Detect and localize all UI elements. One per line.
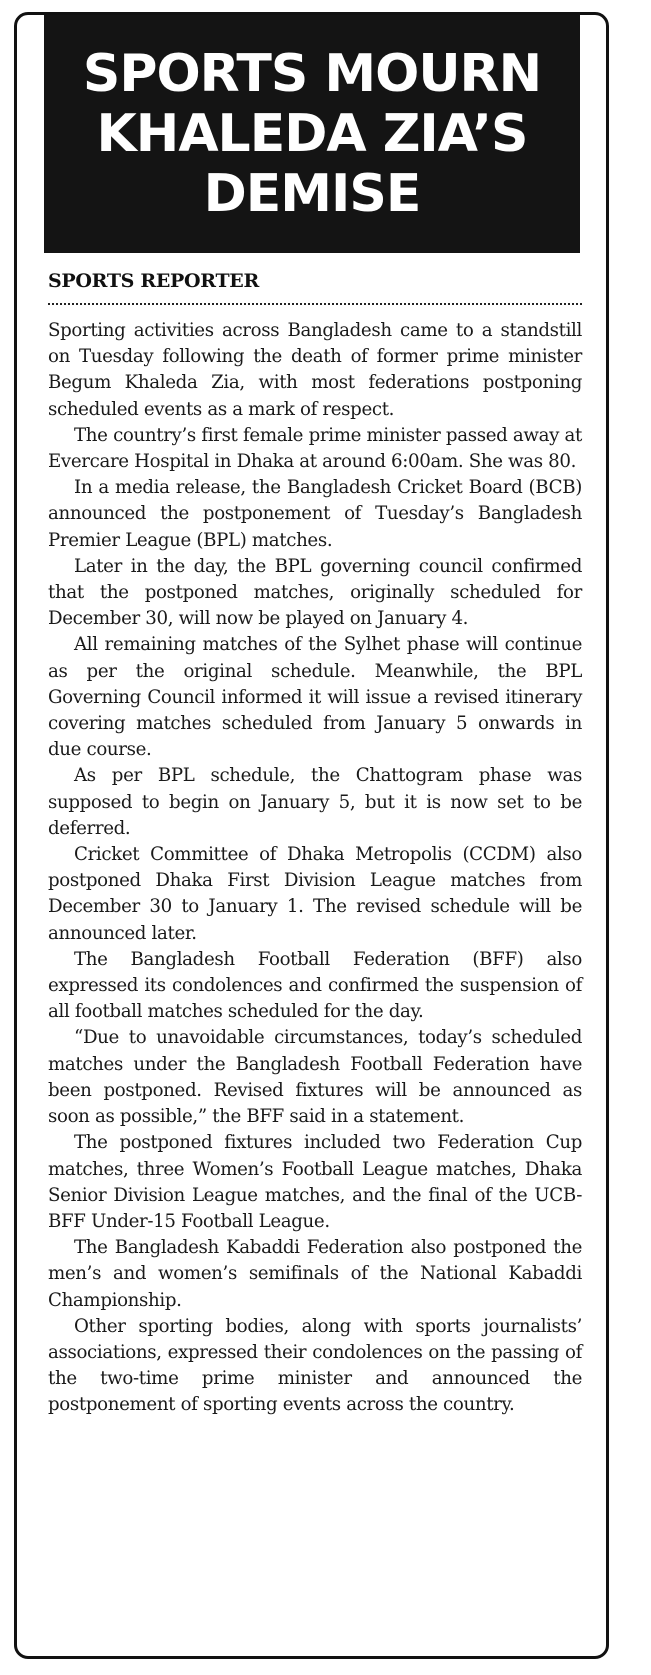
paragraph: As per BPL schedule, the Chattogram phase was supposed to begin on January 5, but it is now set to be deferred. <box>48 765 582 839</box>
paragraph: Cricket Committee of Dhaka Metropolis (CCDM) also postponed Dhaka First Division League matches from December 30 to January 1. The revised schedule will be announced later. <box>48 844 582 944</box>
paragraph: Other sporting bodies, along with sports journalists’ associations, expressed their condolences on the passing of the two-time prime minister and announced the postponement of sporting events across the country. <box>48 1315 582 1416</box>
dotted-divider <box>48 303 582 305</box>
paragraph: The postponed fixtures included two Federation Cup matches, three Women’s Football League matches, Dhaka Senior Division League matches, and the final of the UCB-BFF Under-15 Football League. <box>48 1132 582 1232</box>
headline-banner <box>44 15 580 253</box>
paragraph: “Due to unavoidable circumstances, today’s scheduled matches under the Bangladesh Football Federation have been postponed. Revised fixtures will be announced as soon as possible,” the BFF said in a statement. <box>48 1027 582 1128</box>
article-body <box>48 318 582 1419</box>
article-frame <box>14 12 609 1659</box>
paragraph: The country’s first female prime minister passed away at Evercare Hospital in Dhaka at around 6:00am. She was 80. <box>48 424 582 473</box>
paragraph: The Bangladesh Kabaddi Federation also postponed the men’s and women’s semifinals of the National Kabaddi Championship. <box>48 1237 582 1311</box>
paragraph: The Bangladesh Football Federation (BFF) also expressed its condolences and confirmed the suspension of all football matches scheduled for the day. <box>48 948 582 1023</box>
paragraph: Later in the day, the BPL governing council confirmed that the postponed matches, originally scheduled for December 30, will now be played on January 4. <box>48 555 582 630</box>
paragraph: In a media release, the Bangladesh Cricket Board (BCB) announced the postponement of Tuesday’s Bangladesh Premier League (BPL) matches. <box>48 477 582 551</box>
paragraph: Sporting activities across Bangladesh came to a standstill on Tuesday following the death of former prime minister Begum Khaleda Zia, with most federations postponing scheduled events as a mark of respect. <box>48 320 582 420</box>
byline: SPORTS REPORTER <box>48 270 259 292</box>
paragraph: All remaining matches of the Sylhet phase will continue as per the original schedule. Meanwhile, the BPL Governing Council informed it will issue a revised itinerary covering matches scheduled from January 5 onwards in due course. <box>48 634 582 761</box>
headline: SPORTS MOURN KHALEDA ZIA’S DEMISE <box>82 44 542 224</box>
